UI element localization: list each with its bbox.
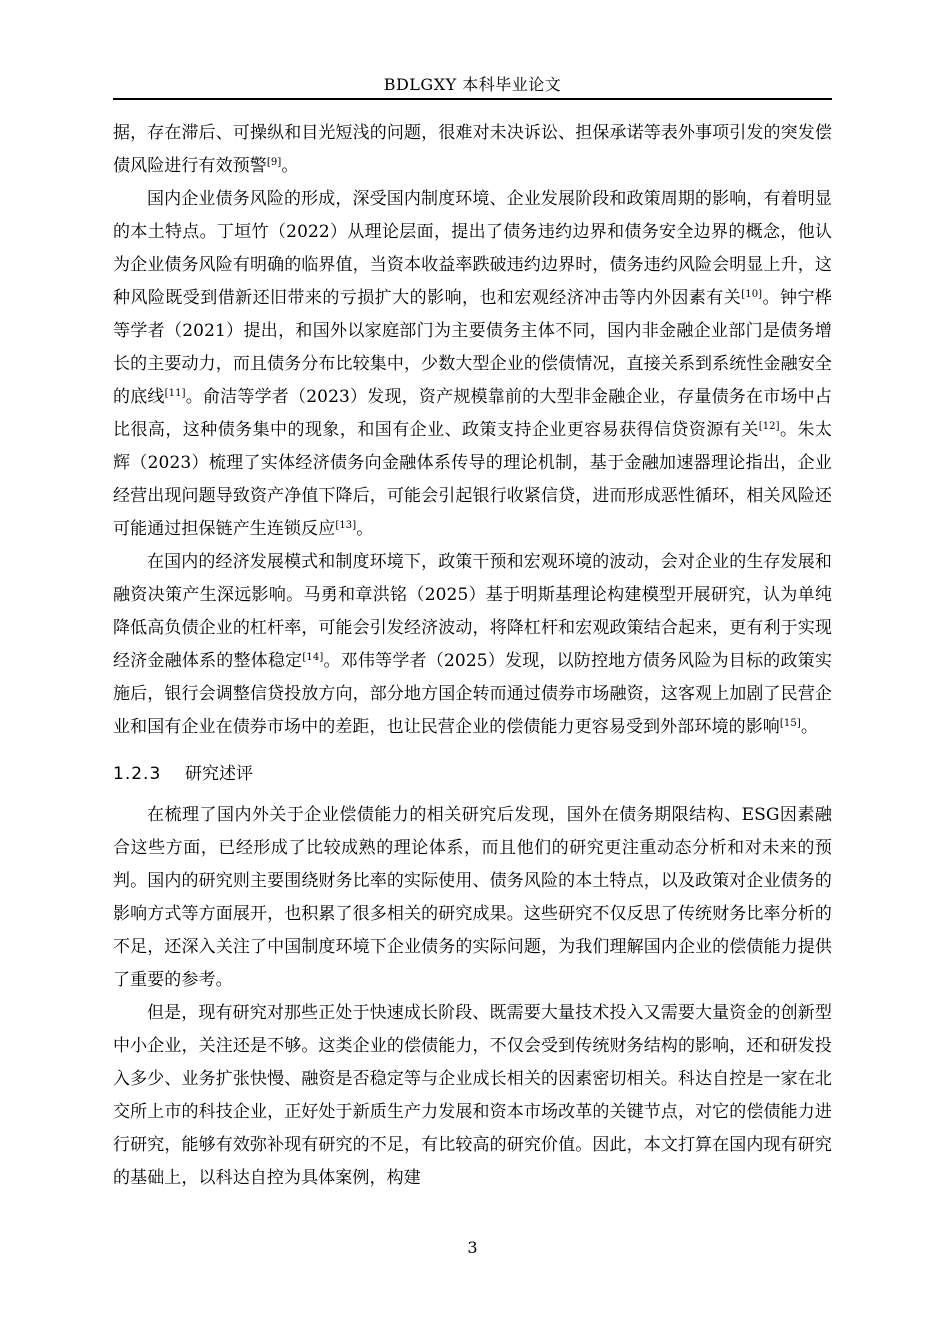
- citation-ref: [9]: [266, 157, 282, 168]
- citation-ref: [11]: [164, 388, 186, 399]
- paragraph-text: 在梳理了国内外关于企业偿债能力的相关研究后发现，国外在债务期限结构、ESG因素融合这些方面，已经形成了比较成熟的理论体系，而且他们的研究更注重动态分析和对未来的预判。国内的研究则主要围绕财务比率的实际使用、债务风险的本土特点，以及政策对企业债务的影响方式等方面展开，也积累了很多相关的研究成果。这些研究不仅反思了传统财务比率分析的不足，还深入关注了中国制度环境下企业债务的实际问题，为我们理解国内企业的偿债能力提供了重要的参考。: [113, 805, 832, 990]
- paragraph-text: 在国内的经济发展模式和制度环境下，政策干预和宏观环境的波动，会对企业的生存发展和融资决策产生深远影响。马勇和章洪铭（2025）基于明斯基理论构建模型开展研究，认为单纯降低高负债企业的杠杆率，可能会引发经济波动，将降杠杆和宏观政策结合起来，更有利于实现经济金融体系的整体稳定: [113, 552, 832, 671]
- paragraph-text: 国内企业债务风险的形成，深受国内制度环境、企业发展阶段和政策周期的影响，有着明显的本土特点。丁垣竹（2022）从理论层面，提出了债务违约边界和债务安全边界的概念，他认为企业债务风险有明确的临界值，当资本收益率跌破违约边界时，债务违约风险会明显上升，这种风险既受到借新还旧带来的亏损扩大的影响，也和宏观经济冲击等内外因素有关: [113, 189, 832, 308]
- section-number: 1.2.3: [113, 764, 162, 784]
- header-rule: [113, 98, 832, 100]
- paragraph-text: 但是，现有研究对那些正处于快速成长阶段、既需要大量技术投入又需要大量资金的创新型中小企业，关注还是不够。这类企业的偿债能力，不仅会受到传统财务结构的影响，还和研发投入多少、业务扩张快慢、融资是否稳定等与企业成长相关的因素密切相关。科达自控是一家在北交所上市的科技企业，正好处于新质生产力发展和资本市场改革的关键节点，对它的偿债能力进行研究，能够有效弥补现有研究的不足，有比较高的研究价值。因此，本文打算在国内现有研究的基础上，以科达自控为具体案例，构建: [113, 1003, 832, 1188]
- body-paragraph: [113, 183, 832, 546]
- citation-ref: [10]: [741, 289, 763, 300]
- section-title: 研究述评: [185, 764, 253, 784]
- citation-ref: [15]: [779, 718, 801, 729]
- paragraph-text: 。朱太辉（2023）梳理了实体经济债务向金融体系传导的理论机制，基于金融加速器理论指出，企业经营出现问题导致资产净值下降后，可能会引起银行收紧信贷，进而形成恶性循环，相关风险还可能通过担保链产生连锁反应: [113, 420, 832, 539]
- paragraph-text: 。钟宁桦等学者（2021）提出，和国外以家庭部门为主要债务主体不同，国内非金融企业部门是债务增长的主要动力，而且债务分布比较集中，少数大型企业的偿债情况，直接关系到系统性金融安全的底线: [113, 288, 832, 407]
- citation-ref: [12]: [758, 421, 780, 432]
- body-paragraph: [113, 117, 832, 183]
- paragraph-text: 。俞洁等学者（2023）发现，资产规模靠前的大型非金融企业，存量债务在市场中占比很高，这种债务集中的现象，和国有企业、政策支持企业更容易获得信贷资源有关: [113, 387, 832, 440]
- body-paragraph: [113, 997, 832, 1195]
- body-text: [113, 117, 832, 1195]
- paragraph-text: 。: [800, 717, 818, 737]
- citation-ref: [13]: [335, 520, 357, 531]
- section-heading: [113, 758, 832, 791]
- paragraph-text: 据，存在滞后、可操纵和目光短浅的问题，很难对未决诉讼、担保承诺等表外事项引发的突发偿债风险进行有效预警: [113, 123, 832, 176]
- paragraphs-before-section: [113, 117, 832, 744]
- running-header: BDLGXY 本科毕业论文: [383, 75, 562, 94]
- page-number: 3: [467, 1238, 478, 1257]
- paragraph-text: 。: [281, 156, 299, 176]
- body-paragraph: [113, 799, 832, 997]
- citation-ref: [14]: [302, 652, 324, 663]
- paragraphs-after-section: [113, 799, 832, 1195]
- body-paragraph: [113, 546, 832, 744]
- paragraph-text: 。: [356, 519, 374, 539]
- paragraph-text: 。邓伟等学者（2025）发现，以防控地方债务风险为目标的政策实施后，银行会调整信贷投放方向，部分地方国企转而通过债券市场融资，这客观上加剧了民营企业和国有企业在债券市场中的差距，也让民营企业的偿债能力更容易受到外部环境的影响: [113, 651, 832, 737]
